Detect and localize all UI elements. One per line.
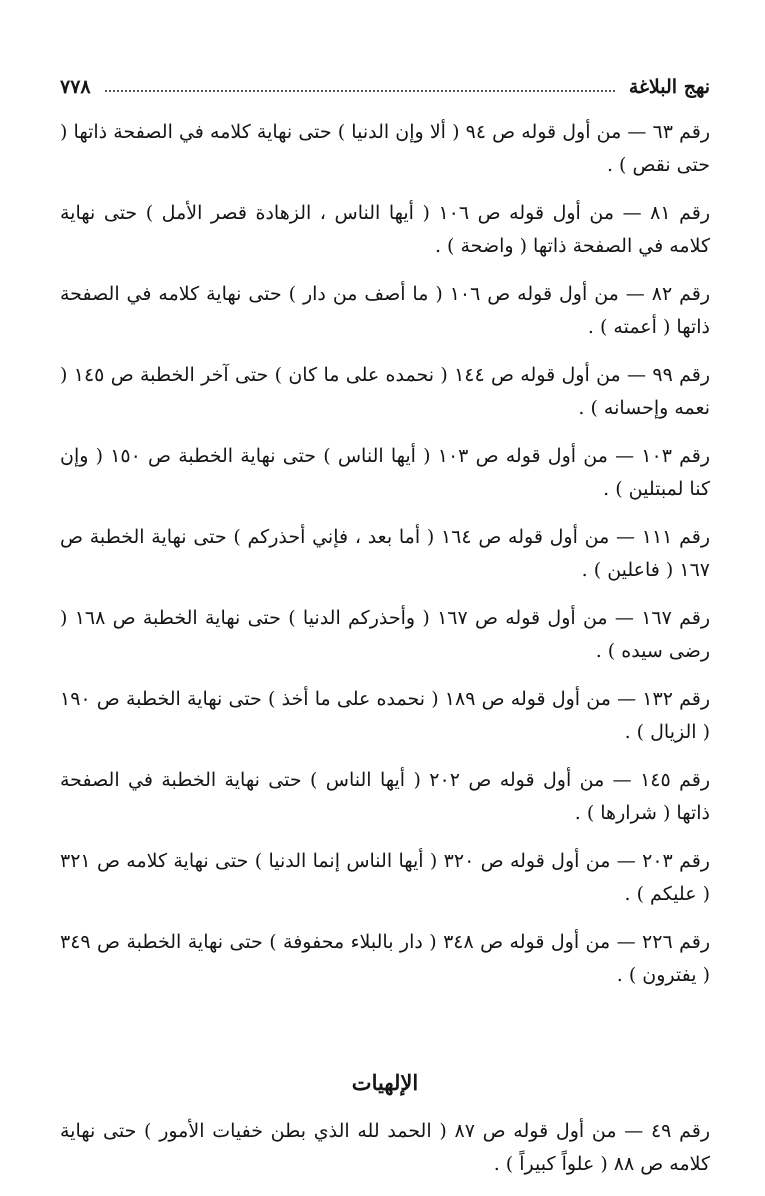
section2-entries-list	[60, 1115, 710, 1181]
list-item: رقم ١٦٧ — من أول قوله ص ١٦٧ ( وأحذركم الدنيا ) حتى نهاية الخطبة ص ١٦٨ ( رضى سيده ) .	[60, 607, 711, 662]
list-item: رقم ١٤٥ — من أول قوله ص ٢٠٢ ( أيها الناس ) حتى نهاية الخطبة في الصفحة ذاتها ( شرارها ) .	[60, 769, 710, 824]
list-item: رقم ٢٠٣ — من أول قوله ص ٣٢٠ ( أيها الناس إنما الدنيا ) حتى نهاية كلامه ص ٣٢١ ( عليكم ) .	[60, 850, 710, 905]
list-item: رقم ١٠٣ — من أول قوله ص ١٠٣ ( أيها الناس ) حتى نهاية الخطبة ص ١٥٠ ( وإن كنا لمبتلين ) .	[60, 445, 711, 500]
page-number: ٧٧٨	[60, 76, 91, 98]
section-heading: الإلهيات	[351, 1070, 419, 1095]
document-page	[60, 72, 710, 1196]
list-item: رقم ٦٣ — من أول قوله ص ٩٤ ( ألا وإن الدنيا ) حتى نهاية كلامه في الصفحة ذاتها ( حتى نقص ) .	[60, 121, 710, 176]
list-item: رقم ٢٢٦ — من أول قوله ص ٣٤٨ ( دار بالبلاء محفوفة ) حتى نهاية الخطبة ص ٣٤٩ ( يفترون ) .	[60, 931, 711, 986]
list-item: رقم ٨١ — من أول قوله ص ١٠٦ ( أيها الناس ، الزهادة قصر الأمل ) حتى نهاية كلامه في الصفحة ذاتها ( واضحة ) .	[60, 202, 710, 257]
running-title: نهج البلاغة	[628, 76, 710, 98]
entries-list	[60, 116, 710, 992]
list-item: رقم ٤٩ — من أول قوله ص ٨٧ ( الحمد لله الذي بطن خفيات الأمور ) حتى نهاية كلامه ص ٨٨ ( علواً كبيراً ) .	[60, 1120, 710, 1175]
header-dotted-leader	[105, 90, 615, 92]
list-item: رقم ١١١ — من أول قوله ص ١٦٤ ( أما بعد ، فإني أحذركم ) حتى نهاية الخطبة ص ١٦٧ ( فاعلين ) .	[60, 526, 710, 581]
list-item: رقم ٨٢ — من أول قوله ص ١٠٦ ( ما أصف من دار ) حتى نهاية كلامه في الصفحة ذاتها ( أعمته ) .	[60, 283, 711, 338]
list-item: رقم ١٣٢ — من أول قوله ص ١٨٩ ( نحمده على ما أخذ ) حتى نهاية الخطبة ص ١٩٠ ( الزيال ) .	[60, 688, 710, 743]
running-header	[60, 72, 710, 102]
list-item: رقم ٩٩ — من أول قوله ص ١٤٤ ( نحمده على ما كان ) حتى آخر الخطبة ص ١٤٥ ( نعمه وإحسانه ) .	[60, 364, 711, 419]
